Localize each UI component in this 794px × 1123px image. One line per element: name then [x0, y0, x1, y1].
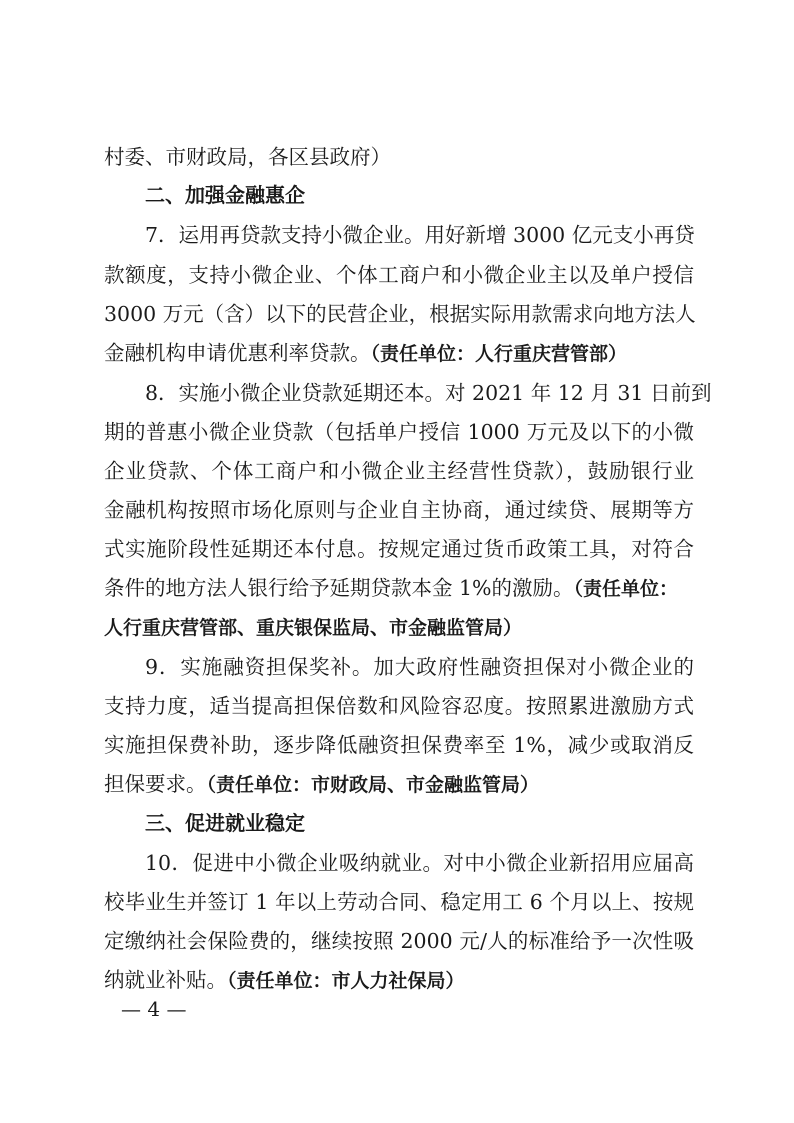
paragraph-line: 金融机构申请优惠利率贷款。（责任单位：人行重庆营管部） [104, 341, 628, 365]
paragraph-line: 3000 万元（含）以下的民营企业，根据实际用款需求向地方法人 [104, 302, 696, 326]
paragraph-line: 式实施阶段性延期还本付息。按规定通过货币政策工具，对符合 [104, 537, 694, 561]
paragraph-line: 款额度，支持小微企业、个体工商户和小微企业主以及单户授信 [104, 263, 694, 287]
paragraph-line: 实施担保费补助，逐步降低融资担保费率至 1%，减少或取消反 [104, 733, 694, 757]
paragraph-line: 定缴纳社会保险费的，继续按照 2000 元/人的标准给予一次性吸 [104, 929, 694, 953]
paragraph-line: 村委、市财政局，各区县政府） [104, 145, 391, 169]
responsible-unit: 人行重庆营管部、重庆银保监局、市金融监管局） [104, 617, 523, 639]
paragraph-line: 条件的地方法人银行给予延期贷款本金 1%的激励。（责任单位： [104, 576, 679, 600]
paragraph-line: 校毕业生并签订 1 年以上劳动合同、稳定用工 6 个月以上、按规 [104, 890, 694, 914]
section-heading-employment: 三、促进就业稳定 [145, 811, 305, 835]
responsible-unit: （责任单位：市财政局、市金融监管局） [206, 774, 540, 796]
page-number: — 4 — [121, 997, 187, 1021]
paragraph-line: 10．促进中小微企业吸纳就业。对中小微企业新招用应届高 [145, 851, 694, 875]
paragraph-line: 7．运用再贷款支持小微企业。用好新增 3000 亿元支小再贷 [145, 223, 695, 247]
paragraph-line: 金融机构按照市场化原则与企业自主协商，通过续贷、展期等方 [104, 498, 694, 522]
paragraph-line: 纳就业补贴。（责任单位：市人力社保局） [104, 968, 465, 992]
paragraph-line: 企业贷款、个体工商户和小微企业主经营性贷款），鼓励银行业 [104, 459, 694, 483]
responsible-unit: （责任单位： [573, 578, 679, 600]
paragraph-line: 期的普惠小微企业贷款（包括单户授信 1000 万元及以下的小微 [104, 420, 694, 444]
responsible-unit: （责任单位：人行重庆营管部） [370, 343, 628, 365]
paragraph-line: 担保要求。（责任单位：市财政局、市金融监管局） [104, 772, 540, 796]
paragraph-line [104, 614, 694, 641]
paragraph-line: 8．实施小微企业贷款延期还本。对 2021 年 12 月 31 日前到 [145, 381, 712, 405]
paragraph-line: 支持力度，适当提高担保倍数和风险容忍度。按照累进激励方式 [104, 694, 694, 718]
paragraph-line: 9．实施融资担保奖补。加大政府性融资担保对小微企业的 [145, 655, 694, 679]
responsible-unit: （责任单位：市人力社保局） [227, 970, 465, 992]
section-heading-finance: 二、加强金融惠企 [145, 183, 305, 207]
